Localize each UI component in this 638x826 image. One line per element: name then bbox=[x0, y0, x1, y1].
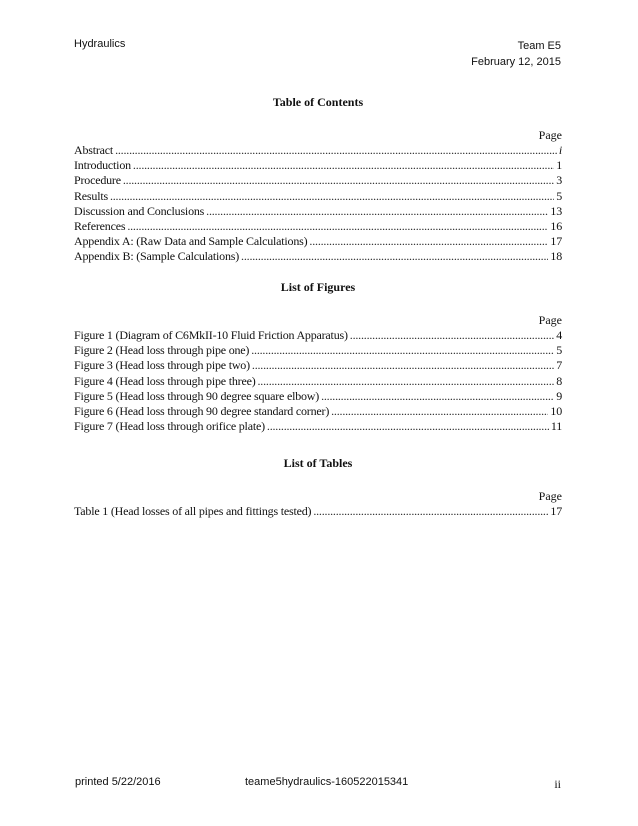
toc-entry[interactable] bbox=[74, 204, 562, 219]
lof-entry-page: 11 bbox=[550, 419, 562, 434]
lof-entry[interactable] bbox=[74, 358, 562, 373]
toc-entry-page: 3 bbox=[556, 173, 562, 188]
table-of-contents bbox=[74, 95, 562, 265]
header-team: Team E5 bbox=[517, 40, 561, 52]
lof-entry-text: Figure 4 (Head loss through pipe three) bbox=[74, 373, 256, 388]
lot-page-label: Page bbox=[538, 489, 562, 503]
lot-entry-text: Table 1 (Head losses of all pipes and fittings tested) bbox=[74, 504, 312, 518]
dot-leader bbox=[206, 204, 548, 219]
footer-printed-date: printed 5/22/2016 bbox=[75, 776, 161, 788]
list-of-tables bbox=[74, 456, 562, 519]
dot-leader bbox=[252, 358, 554, 373]
dot-leader bbox=[321, 389, 554, 404]
lof-entry[interactable] bbox=[74, 328, 562, 343]
toc-entry-page: 18 bbox=[550, 249, 562, 264]
toc-page-label: Page bbox=[538, 128, 562, 142]
toc-entry-text: Discussion and Conclusions bbox=[74, 203, 205, 218]
lof-entry[interactable] bbox=[74, 389, 562, 404]
lof-entry[interactable] bbox=[74, 419, 562, 434]
dot-leader bbox=[110, 189, 554, 204]
footer-page-number: ii bbox=[554, 777, 561, 791]
toc-entry-text: References bbox=[74, 218, 126, 233]
lot-entry-page: 17 bbox=[550, 504, 562, 518]
lof-entry[interactable] bbox=[74, 374, 562, 389]
dot-leader bbox=[241, 249, 548, 264]
dot-leader bbox=[133, 158, 554, 173]
lof-entry-page: 8 bbox=[556, 373, 562, 388]
dot-leader bbox=[313, 504, 548, 519]
toc-entry-text: Appendix B: (Sample Calculations) bbox=[74, 249, 240, 264]
toc-entry[interactable] bbox=[74, 143, 562, 158]
lof-entry-text: Figure 7 (Head loss through orifice plate) bbox=[74, 419, 265, 434]
lof-entry-text: Figure 5 (Head loss through 90 degree square elbow) bbox=[74, 388, 320, 403]
dot-leader bbox=[115, 143, 557, 158]
dot-leader bbox=[123, 173, 554, 188]
header-course: Hydraulics bbox=[74, 38, 126, 50]
footer-document-id: teame5hydraulics-160522015341 bbox=[245, 776, 409, 788]
toc-entry[interactable] bbox=[74, 234, 562, 249]
lof-entry-text: Figure 1 (Diagram of C6MkII-10 Fluid Friction Apparatus) bbox=[74, 328, 348, 342]
dot-leader bbox=[309, 234, 548, 249]
toc-entry-page: 13 bbox=[550, 203, 562, 218]
toc-entry[interactable] bbox=[74, 173, 562, 188]
lof-entry-text: Figure 2 (Head loss through pipe one) bbox=[74, 343, 250, 358]
lof-entry-page: 7 bbox=[556, 358, 562, 373]
dot-leader bbox=[267, 419, 549, 434]
toc-entry-page: 5 bbox=[556, 188, 562, 203]
lof-entry-text: Figure 3 (Head loss through pipe two) bbox=[74, 358, 250, 373]
lot-title: List of Tables bbox=[283, 456, 353, 470]
toc-entry-text: Abstract bbox=[74, 143, 114, 157]
toc-entry[interactable] bbox=[74, 249, 562, 264]
lof-entry[interactable] bbox=[74, 404, 562, 419]
toc-title: Table of Contents bbox=[272, 95, 364, 109]
lot-entry[interactable] bbox=[74, 504, 562, 519]
lof-entry-page: 10 bbox=[550, 403, 562, 418]
toc-entry-page: 16 bbox=[550, 218, 562, 233]
dot-leader bbox=[350, 328, 554, 343]
dot-leader bbox=[258, 374, 555, 389]
header-info bbox=[471, 38, 561, 70]
lof-entry-text: Figure 6 (Head loss through 90 degree standard corner) bbox=[74, 403, 330, 418]
lof-entry-page: 5 bbox=[556, 343, 562, 358]
dot-leader bbox=[251, 343, 554, 358]
lof-entry[interactable] bbox=[74, 343, 562, 358]
lof-entry-page: 9 bbox=[556, 388, 562, 403]
toc-entry-page: i bbox=[558, 143, 562, 157]
lof-title: List of Figures bbox=[280, 280, 356, 294]
dot-leader bbox=[331, 404, 548, 419]
toc-entry[interactable] bbox=[74, 219, 562, 234]
toc-entry[interactable] bbox=[74, 189, 562, 204]
header-date: February 12, 2015 bbox=[471, 56, 561, 68]
toc-entry-text: Appendix A: (Raw Data and Sample Calculations) bbox=[74, 234, 308, 249]
toc-entry-page: 17 bbox=[550, 234, 562, 249]
toc-entry[interactable] bbox=[74, 158, 562, 173]
list-of-figures bbox=[74, 280, 562, 434]
lof-page-label: Page bbox=[538, 313, 562, 327]
toc-entry-text: Results bbox=[74, 188, 108, 203]
toc-entry-text: Introduction bbox=[74, 158, 131, 173]
lof-entry-page: 4 bbox=[556, 328, 562, 342]
toc-entry-page: 1 bbox=[556, 158, 562, 173]
dot-leader bbox=[127, 219, 548, 234]
toc-entry-text: Procedure bbox=[74, 173, 121, 188]
